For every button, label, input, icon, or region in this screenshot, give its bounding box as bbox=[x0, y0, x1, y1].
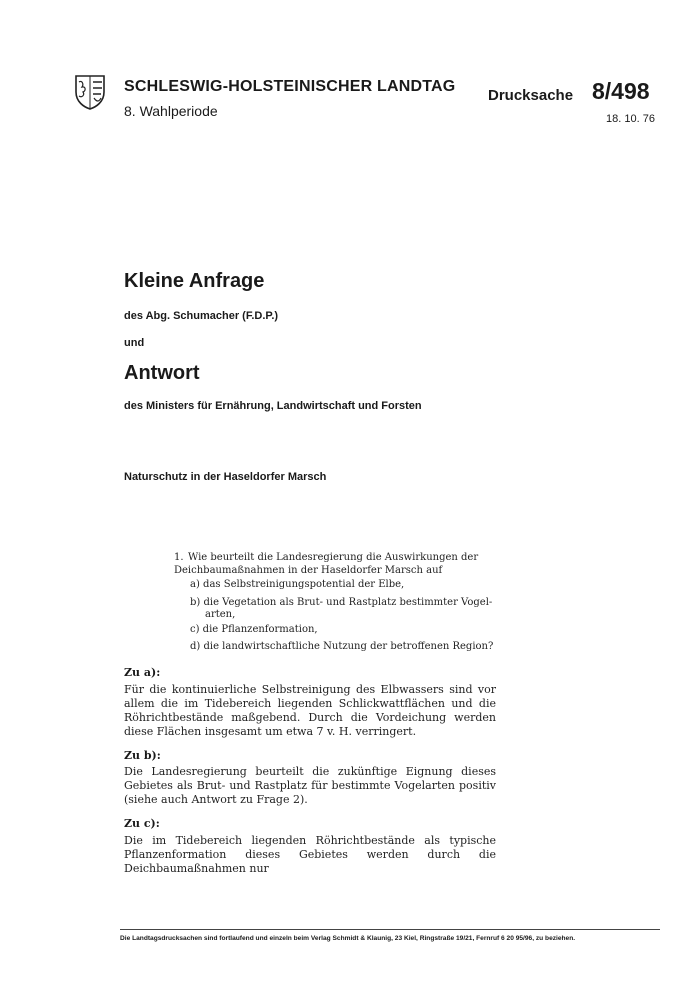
answer-text-a: Für die kontinuierliche Selbstreinigung des Elbwassers sind vor allem die im Tidebereich liegenden Schlickwattflächen und die Röhrichtbestände maßgebend. Durch die Vordeichung werden diese Flächen insgesamt um etwa 7 v. H. verringert. bbox=[124, 683, 496, 738]
question-number: 1. bbox=[174, 552, 184, 563]
answer-text-b: Die Landesregierung beurteilt die zukünftige Eignung dieses Gebietes als Brut- und Rastplatz für bestimmte Vogelarten positiv (siehe auch Antwort zu Frage 2). bbox=[124, 765, 496, 806]
legislative-period: 8. Wahlperiode bbox=[124, 103, 218, 119]
document-date: 18. 10. 76 bbox=[606, 113, 655, 125]
answer-label-b: Zu b): bbox=[124, 749, 161, 762]
drucksache-label: Drucksache bbox=[488, 87, 574, 104]
answering-minister: des Ministers für Ernährung, Landwirtschaft und Forsten bbox=[124, 400, 422, 412]
footer-note: Die Landtagsdrucksachen sind fortlaufend und einzeln beim Verlag Schmidt & Klaunig, 23 Kiel, Ringstraße 19/21, Fernruf 6 20 95/96, zu beziehen. bbox=[120, 935, 576, 942]
drucksache-number: 8/498 bbox=[592, 78, 650, 104]
answer-label-a: Zu a): bbox=[124, 666, 161, 679]
question-body: Wie beurteilt die Landesregierung die Auswirkungen der Deichbaumaßnahmen in der Haseldorfer Marsch auf bbox=[174, 552, 479, 576]
inquiry-author: des Abg. Schumacher (F.D.P.) bbox=[124, 310, 279, 322]
question-item-b-cont: arten, bbox=[205, 609, 236, 620]
heading-antwort: Antwort bbox=[124, 362, 200, 384]
parliament-name: SCHLESWIG-HOLSTEINISCHER LANDTAG bbox=[124, 78, 456, 95]
coat-of-arms-icon bbox=[74, 74, 106, 110]
inquiry-topic: Naturschutz in der Haseldorfer Marsch bbox=[124, 471, 327, 483]
question-text bbox=[174, 551, 494, 577]
footer-divider bbox=[120, 929, 660, 930]
conjunction-und: und bbox=[124, 337, 145, 349]
answer-label-c: Zu c): bbox=[124, 817, 160, 830]
question-item-c: c) die Pflanzenformation, bbox=[190, 624, 318, 635]
question-item-a: a) das Selbstreinigungspotential der Elbe, bbox=[190, 579, 405, 590]
answer-text-c: Die im Tidebereich liegenden Röhrichtbestände als typische Pflanzenformation dieses Gebietes werden durch die Deichbaumaßnahmen nur bbox=[124, 834, 496, 875]
heading-kleine-anfrage: Kleine Anfrage bbox=[124, 270, 265, 292]
question-item-d: d) die landwirtschaftliche Nutzung der betroffenen Region? bbox=[190, 641, 494, 652]
question-item-b: b) die Vegetation als Brut- und Rastplatz bestimmter Vogel- bbox=[190, 597, 493, 608]
